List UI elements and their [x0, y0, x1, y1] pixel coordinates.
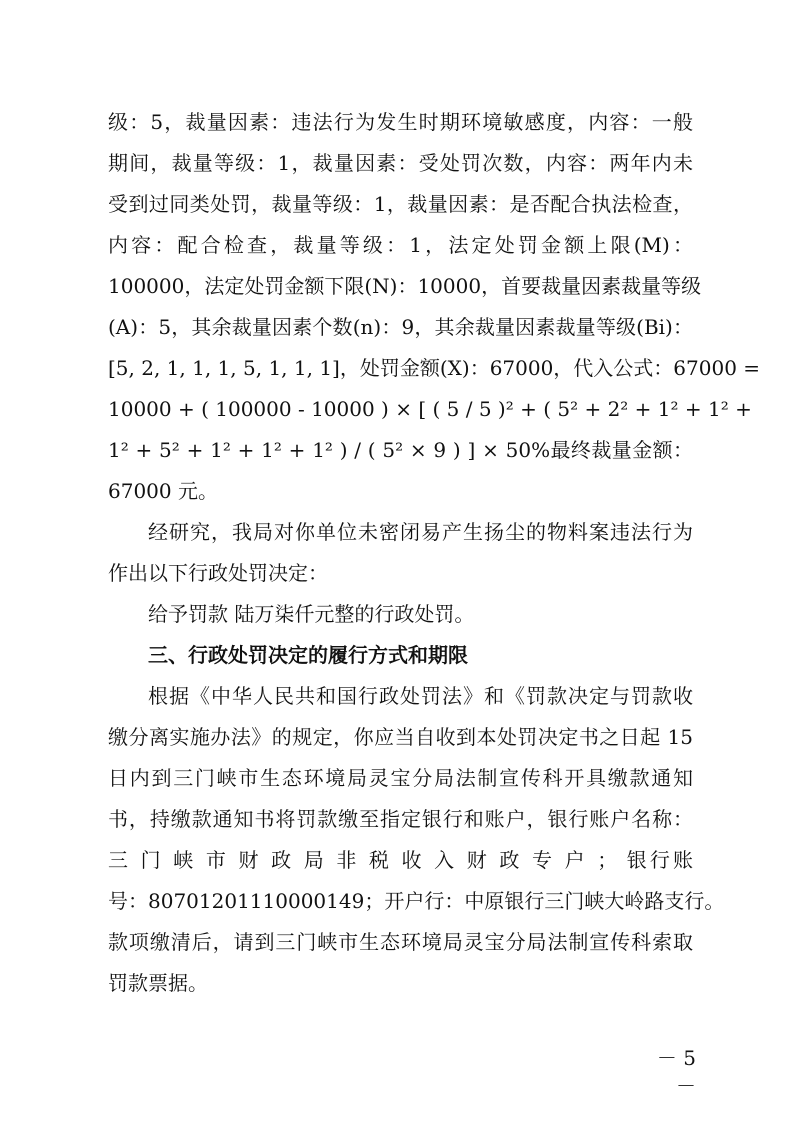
body-line: 款项缴清后，请到三门峡市生态环境局灵宝分局法制宣传科索取	[108, 930, 693, 954]
body-line: 根据《中华人民共和国行政处罚法》和《罚款决定与罚款收	[148, 684, 693, 708]
penalty-decision: 给予罚款 陆万柒仟元整的行政处罚。	[148, 602, 475, 626]
body-line: 罚款票据。	[108, 971, 208, 995]
body-line: 经研究，我局对你单位未密闭易产生扬尘的物料案违法行为	[148, 520, 693, 544]
body-line: 缴分离实施办法》的规定，你应当自收到本处罚决定书之日起 15	[108, 725, 693, 749]
body-line: 书，持缴款通知书将罚款缴至指定银行和账户，银行账户名称：	[108, 807, 693, 831]
body-line: 级：5，裁量因素：违法行为发生时期环境敏感度，内容：一般	[108, 110, 693, 134]
body-line: 作出以下行政处罚决定：	[108, 561, 328, 585]
bank-account-name-line: 三 门 峡 市 财 政 局 非 税 收 入 财 政 专 户 ； 银行账	[108, 848, 693, 872]
body-line: 67000 元。	[108, 479, 218, 503]
body-line: [5, 2, 1, 1, 1, 5, 1, 1, 1]，处罚金额(X)：67000，代入公式：67000 =	[108, 356, 761, 380]
formula-line: 1² + 5² + 1² + 1² + 1² ) / ( 5² × 9 ) ] × 50%最终裁量金额：	[108, 438, 693, 462]
formula-line: 10000 + ( 100000 - 10000 ) × [ ( 5 / 5 )² + ( 5² + 2² + 1² + 1² +	[108, 397, 752, 421]
section-heading: 三、行政处罚决定的履行方式和期限	[148, 643, 468, 667]
bank-account-number-line: 号：80701201110000149；开户行：中原银行三门峡大岭路支行。	[108, 889, 725, 913]
body-line: 100000，法定处罚金额下限(N)：10000，首要裁量因素裁量等级	[108, 274, 702, 298]
body-line: 期间，裁量等级：1，裁量因素：受处罚次数，内容：两年内未	[108, 151, 693, 175]
body-line: 日内到三门峡市生态环境局灵宝分局法制宣传科开具缴款通知	[108, 766, 693, 790]
page-number: － 5 －	[656, 1046, 696, 1098]
body-line: 内容：配合检查，裁量等级：1，法定处罚金额上限(M)：	[108, 233, 693, 257]
body-line: (A)：5，其余裁量因素个数(n)：9，其余裁量因素裁量等级(Bi)：	[108, 315, 693, 339]
body-line: 受到过同类处罚，裁量等级：1，裁量因素：是否配合执法检查，	[108, 192, 693, 216]
